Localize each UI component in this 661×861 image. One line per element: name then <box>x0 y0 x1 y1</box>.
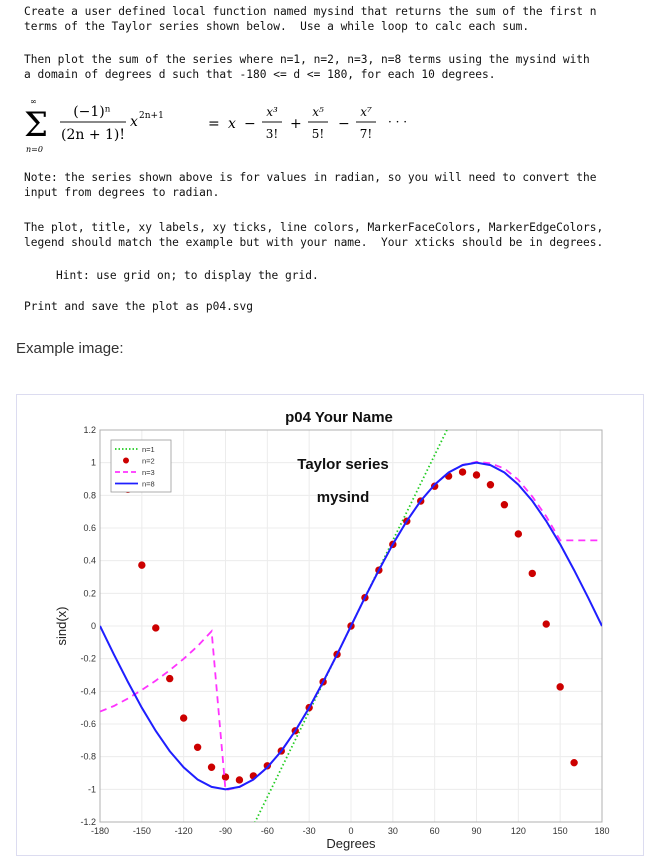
y-tick-label: 0.4 <box>83 555 96 566</box>
minus-sign: − <box>338 116 350 132</box>
x-tick-label: -30 <box>302 826 316 836</box>
y-tick-label: -1 <box>87 784 96 795</box>
text-line: Create a user defined local function named mysind that returns the sum of the first n <box>24 5 597 18</box>
text-line: legend should match the example but with your name. Your xticks should be in degrees. <box>24 236 604 249</box>
marker-n=2 <box>571 759 577 765</box>
note-text <box>24 170 597 200</box>
term-x: x <box>228 116 236 132</box>
annotation-mysind: mysind <box>316 489 370 506</box>
x-tick-label: -60 <box>260 826 274 836</box>
x-tick-label: 30 <box>387 826 398 836</box>
marker-n=2 <box>459 469 465 475</box>
requirements-text <box>24 220 603 250</box>
term-numerator: x⁷ <box>360 105 372 119</box>
term-denominator: 7! <box>359 127 373 141</box>
sum-lower-limit: n=0 <box>26 145 43 154</box>
x-tick-label: 180 <box>594 826 610 836</box>
hint-text: Hint: use grid on; to display the grid. <box>56 269 319 282</box>
x-axis-label: Degrees <box>326 836 376 851</box>
equals-sign: = <box>208 116 220 132</box>
text-line: terms of the Taylor series shown below. Use a while loop to calc each sum. <box>24 20 530 33</box>
print-instruction: Print and save the plot as p04.svg <box>24 300 254 313</box>
plus-sign: + <box>290 116 302 132</box>
legend-label: n=3 <box>142 468 155 477</box>
y-tick-label: 0.8 <box>83 490 96 501</box>
chart-title: p04 Your Name <box>285 409 393 426</box>
marker-n=2 <box>501 502 507 508</box>
y-axis-label: sind(x) <box>54 606 69 646</box>
example-label: Example image: <box>16 340 124 357</box>
x-tick-label: 150 <box>552 826 568 836</box>
term-denominator: 3! <box>265 127 279 141</box>
text-line: Then plot the sum of the series where n=1, n=2, n=3, n=8 terms using the mysind with <box>24 53 590 66</box>
annotation-taylor-series: Taylor series <box>297 456 389 473</box>
x-tick-label: 0 <box>348 826 354 836</box>
fraction-denominator: (2n + 1)! <box>60 127 126 143</box>
fraction-numerator: (−1)ⁿ <box>73 104 111 120</box>
y-tick-label: 0.6 <box>83 523 96 533</box>
marker-n=2 <box>543 621 549 627</box>
marker-n=2 <box>529 570 535 576</box>
y-tick-label: -1.2 <box>80 817 96 827</box>
legend-label: n=2 <box>142 456 155 466</box>
power-exponent: 2n+1 <box>139 111 164 121</box>
legend-label: n=8 <box>142 479 155 489</box>
text-line: The plot, title, xy labels, xy ticks, line colors, MarkerFaceColors, MarkerEdgeColors, <box>24 221 604 234</box>
taylor-series-formula <box>22 92 442 162</box>
power-base: x <box>130 114 138 130</box>
sum-upper-limit: ∞ <box>30 97 37 106</box>
marker-n=2 <box>557 684 563 690</box>
term-numerator: x³ <box>266 105 278 119</box>
minus-sign: − <box>244 116 256 132</box>
x-tick-label: -90 <box>218 826 233 836</box>
y-tick-label: -0.4 <box>80 686 96 697</box>
x-tick-label: -120 <box>174 826 193 836</box>
marker-n=2 <box>473 472 479 478</box>
marker-n=2 <box>180 715 186 721</box>
text-line: input from degrees to radian. <box>24 186 220 199</box>
y-tick-label: -0.8 <box>80 751 96 762</box>
marker-n=2 <box>139 562 145 568</box>
marker-n=2 <box>515 531 521 537</box>
x-tick-label: 120 <box>510 826 526 836</box>
marker-n=2 <box>236 777 242 783</box>
example-figure <box>16 394 644 856</box>
legend-label: n=1 <box>142 445 155 454</box>
instruction-text <box>24 52 590 82</box>
marker-n=2 <box>194 744 200 750</box>
x-tick-label: 90 <box>471 826 482 836</box>
x-tick-label: -150 <box>132 826 151 836</box>
marker-n=2 <box>153 625 159 631</box>
term-numerator: x⁵ <box>312 105 324 119</box>
y-tick-label: 0 <box>90 621 96 631</box>
y-tick-label: -0.6 <box>80 719 96 729</box>
x-tick-label: 60 <box>429 826 440 836</box>
x-tick-label: -180 <box>90 826 110 836</box>
y-tick-label: 1.2 <box>83 425 96 435</box>
marker-n=2 <box>487 482 493 488</box>
term-denominator: 5! <box>311 127 325 141</box>
text-line: Note: the series shown above is for values in radian, so you will need to convert the <box>24 171 597 184</box>
text-line: a domain of degrees d such that -180 <= d <= 180, for each 10 degrees. <box>24 68 496 81</box>
legend-marker-icon <box>123 458 129 464</box>
instruction-text <box>24 4 597 34</box>
y-tick-label: 0.2 <box>83 588 96 599</box>
marker-n=2 <box>208 764 214 770</box>
marker-n=2 <box>167 675 173 681</box>
y-tick-label: 1 <box>90 457 96 468</box>
y-tick-label: -0.2 <box>80 653 96 664</box>
legend <box>111 440 171 492</box>
sigma-icon: Σ <box>24 105 49 145</box>
ellipsis: · · · <box>388 115 408 129</box>
